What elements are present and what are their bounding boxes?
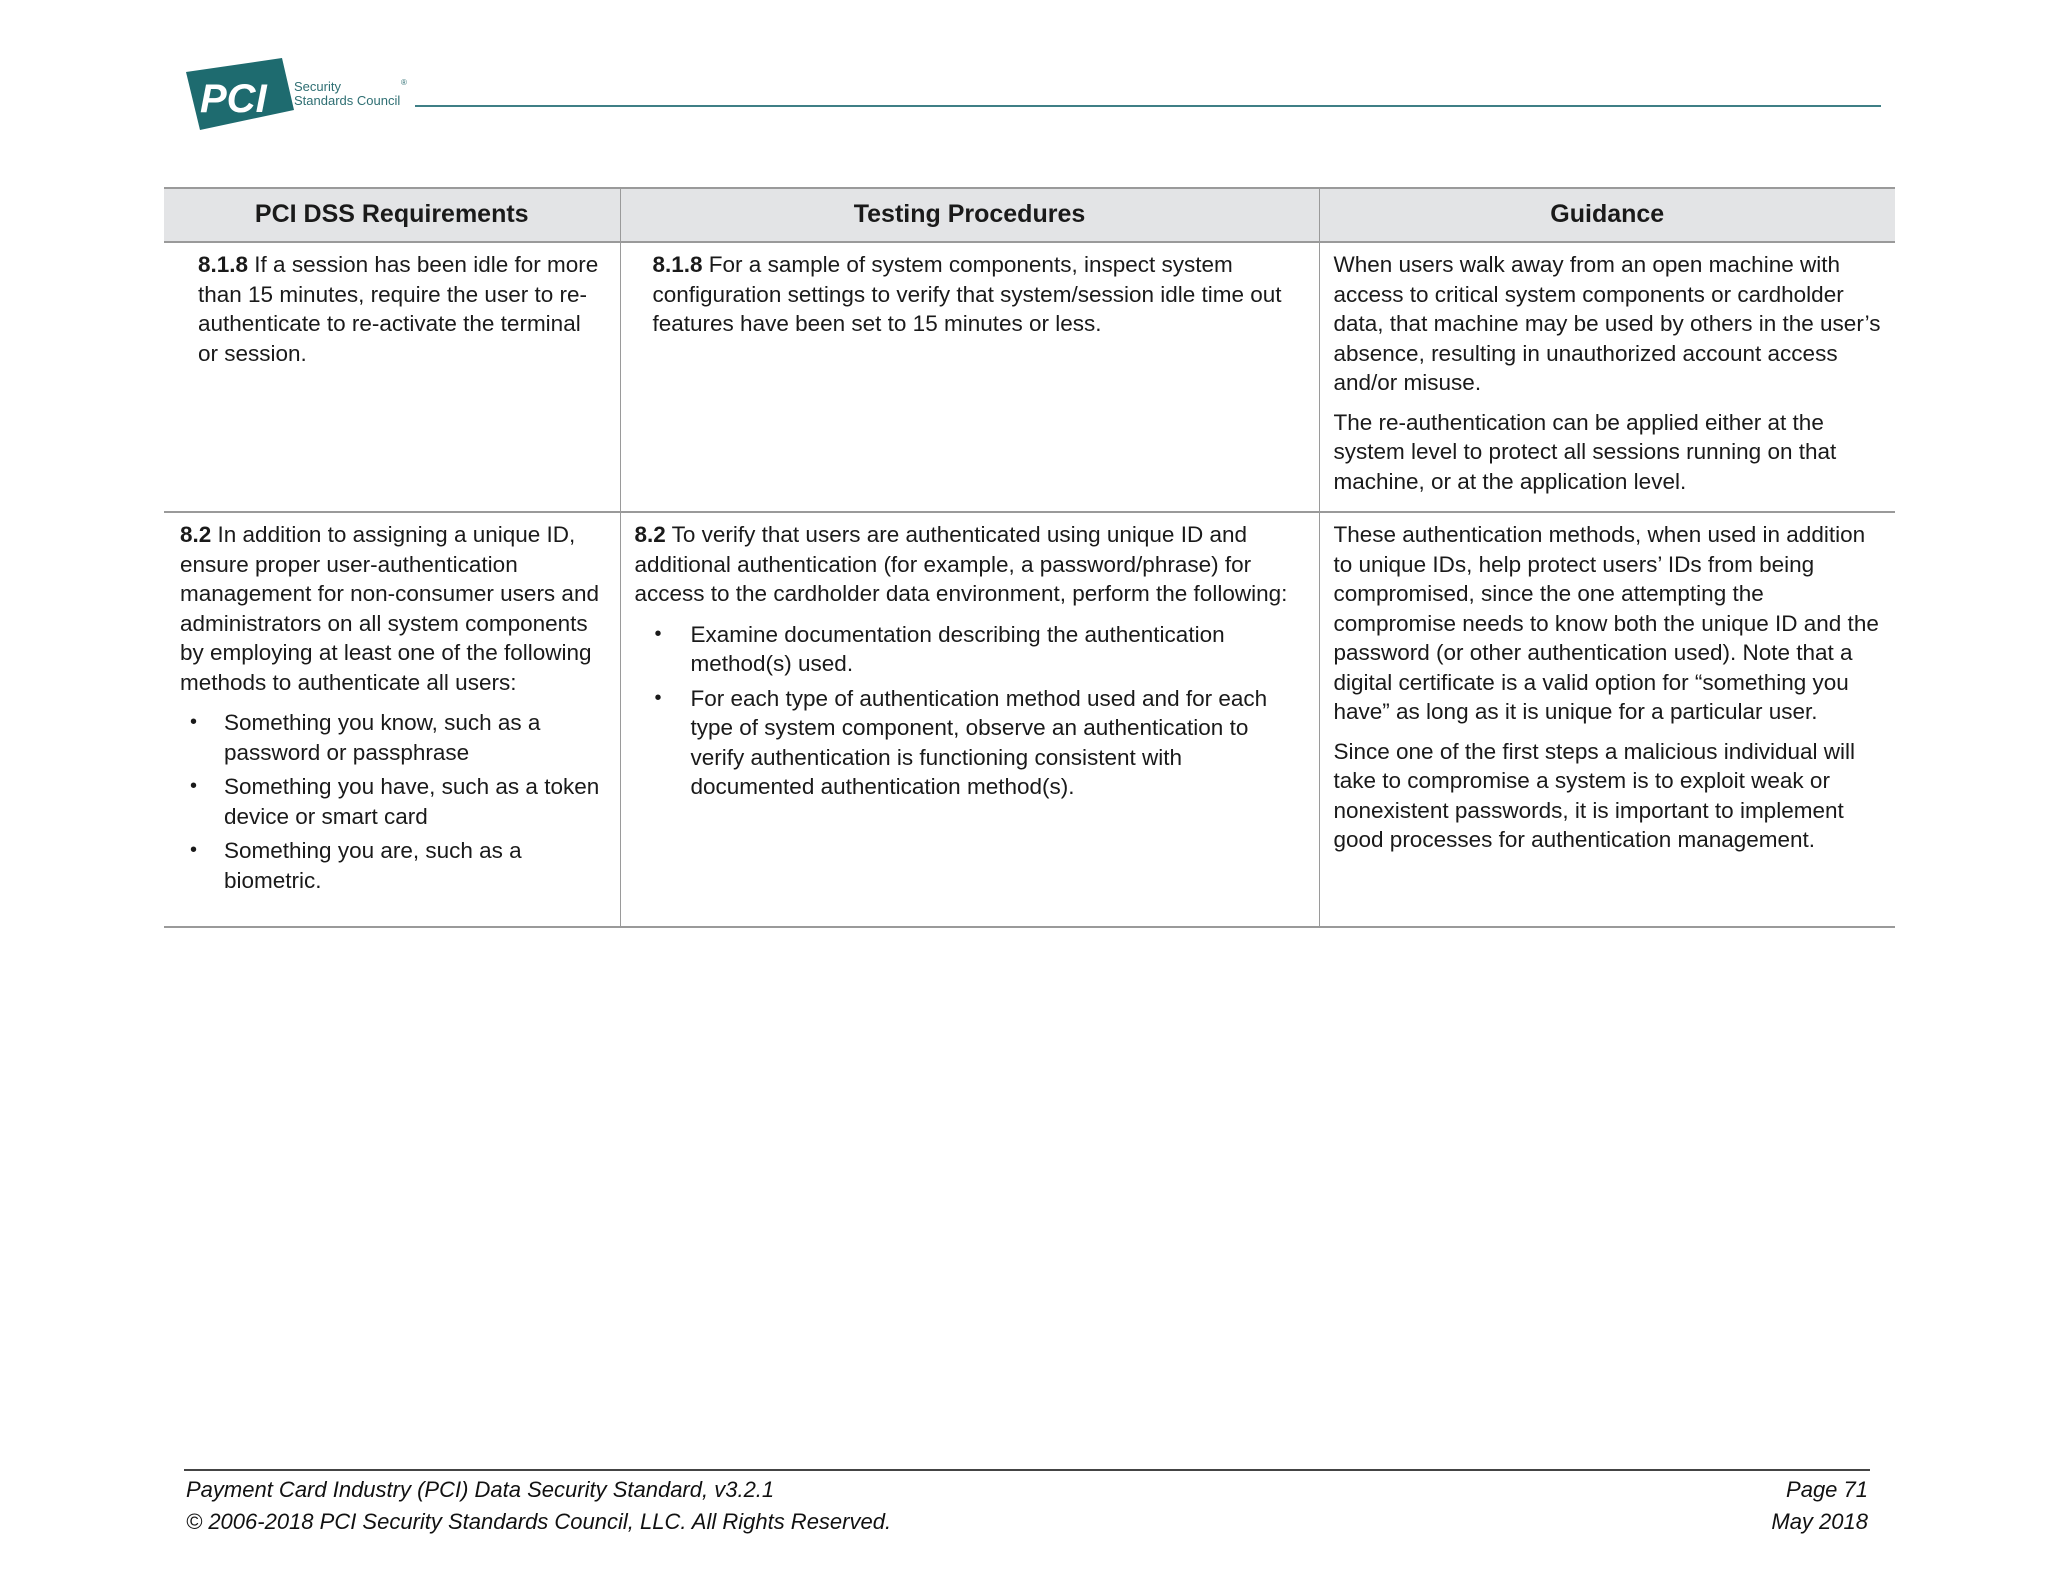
header-rule	[415, 105, 1881, 107]
list-item: • Something you have, such as a token device or smart card	[180, 772, 606, 831]
footer-rule	[184, 1469, 1870, 1471]
table-row	[164, 512, 1895, 927]
guidance-paragraph: When users walk away from an open machine with access to critical system components or cardholder data, that machine may be used by others in the user’s absence, resulting in unauthorized account access and/or misuse.	[1333, 252, 1881, 395]
guidance-cell	[1319, 242, 1895, 512]
testing-text	[635, 520, 1305, 609]
logo-registered-mark: ®	[401, 78, 407, 87]
requirements-table	[164, 187, 1895, 928]
requirement-body: If a session has been idle for more than 15 minutes, require the user to re-authenticate to re-activate the terminal or session.	[198, 252, 599, 366]
pci-logo-mark-icon	[186, 58, 294, 134]
requirement-text	[198, 250, 606, 368]
testing-id: 8.2	[634, 522, 666, 547]
guidance-paragraph: These authentication methods, when used in addition to unique IDs, help protect users’ IDs from being compromised, since the one attempting the compromise needs to know both the unique ID and the password (or other authentication used). Note that a digital certificate is a valid option for “something you have” as long as it is unique for a particular user.	[1333, 522, 1879, 724]
footer-copyright: © 2006-2018 PCI Security Standards Council, LLC. All Rights Reserved.	[186, 1509, 892, 1534]
logo-line-2: Standards Council	[294, 93, 401, 108]
page-footer	[186, 1474, 1868, 1538]
logo-wordmark	[294, 80, 400, 108]
table-header-row	[164, 188, 1895, 242]
testing-cell	[620, 512, 1319, 927]
testing-cell	[620, 242, 1319, 512]
testing-text	[653, 250, 1307, 339]
logo-line-1: Security	[294, 79, 341, 94]
testing-body: For a sample of system components, inspect system configuration settings to verify that system/session idle time out features have been set to 15 minutes or less.	[652, 252, 1282, 336]
footer-page-number: Page 71	[1786, 1477, 1868, 1502]
header-testing-procedures: Testing Procedures	[620, 188, 1319, 242]
requirement-id: 8.1.8	[198, 252, 249, 277]
header-requirements: PCI DSS Requirements	[164, 188, 620, 242]
list-item: • Something you know, such as a password or passphrase	[180, 708, 606, 767]
guidance-paragraph: The re-authentication can be applied either at the system level to protect all sessions running on that machine, or at the application level.	[1333, 409, 1837, 494]
list-item: • Examine documentation describing the authentication method(s) used.	[635, 620, 1305, 679]
pci-logo	[186, 58, 416, 134]
footer-document-title: Payment Card Industry (PCI) Data Security Standard, v3.2.1	[186, 1477, 775, 1502]
requirement-cell	[164, 242, 620, 512]
logo-mark-text: PCI	[200, 77, 267, 121]
requirement-id: 8.2	[180, 522, 212, 547]
table-row	[164, 242, 1895, 512]
testing-bullets	[635, 620, 1305, 802]
footer-date: May 2018	[1771, 1509, 1868, 1534]
requirement-bullets	[180, 708, 606, 895]
header-guidance: Guidance	[1319, 188, 1895, 242]
testing-id: 8.1.8	[652, 252, 703, 277]
requirement-cell	[164, 512, 620, 927]
requirement-body: In addition to assigning a unique ID, ensure proper user-authentication management for non-consumer users and administrators on all system components by employing at least one of the following methods to authenticate all users:	[180, 522, 599, 695]
list-item: • Something you are, such as a biometric.	[180, 836, 606, 895]
list-item: • For each type of authentication method used and for each type of system component, observe an authentication to verify authentication is functioning consistent with documented authentication method(s).	[635, 684, 1305, 802]
testing-body: To verify that users are authenticated using unique ID and additional authentication (for example, a password/phrase) for access to the cardholder data environment, perform the following:	[634, 522, 1288, 606]
guidance-cell	[1319, 512, 1895, 927]
requirement-text	[180, 520, 606, 697]
guidance-paragraph: Since one of the first steps a malicious individual will take to compromise a system is to exploit weak or nonexistent passwords, it is important to implement good processes for authentication management.	[1333, 738, 1855, 852]
